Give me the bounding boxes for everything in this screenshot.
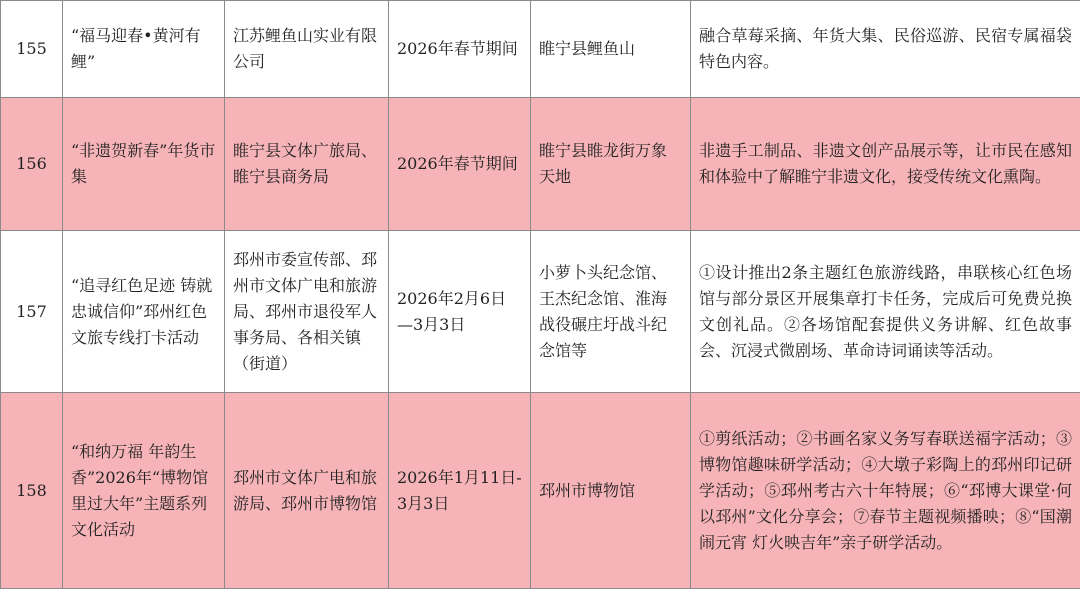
time-cell: 2026年春节期间 [389, 98, 531, 231]
content-cell: ①设计推出2条主题红色旅游线路，串联核心红色场馆与部分景区开展集章打卡任务，完成后可免费兑换文创礼品。②各场馆配套提供义务讲解、红色故事会、沉浸式微剧场、革命诗词诵读等活动。 [691, 231, 1080, 393]
activity-name-cell: “和纳万福 年韵生香”2026年“博物馆里过大年”主题系列文化活动 [63, 393, 225, 589]
time-cell: 2026年2月6日—3月3日 [389, 231, 531, 393]
time-cell: 2026年1月11日-3月3日 [389, 393, 531, 589]
activity-name-cell: “福马迎春•黄河有鲤” [63, 1, 225, 98]
activity-name-cell: “追寻红色足迹 铸就忠诚信仰”邳州红色文旅专线打卡活动 [63, 231, 225, 393]
content-cell: 融合草莓采摘、年货大集、民俗巡游、民宿专属福袋特色内容。 [691, 1, 1080, 98]
time-cell: 2026年春节期间 [389, 1, 531, 98]
organizer-cell: 睢宁县文体广旅局、睢宁县商务局 [225, 98, 389, 231]
table-row [1, 393, 1080, 589]
location-cell: 睢宁县睢龙街万象天地 [531, 98, 691, 231]
row-number-cell: 156 [1, 98, 63, 231]
table-row [1, 98, 1080, 231]
table-row [1, 1, 1080, 98]
organizer-cell: 邳州市文体广电和旅游局、邳州市博物馆 [225, 393, 389, 589]
location-cell: 小萝卜头纪念馆、王杰纪念馆、淮海战役碾庄圩战斗纪念馆等 [531, 231, 691, 393]
row-number-cell: 155 [1, 1, 63, 98]
activity-name-cell: “非遗贺新春”年货市集 [63, 98, 225, 231]
table-row [1, 231, 1080, 393]
location-cell: 邳州市博物馆 [531, 393, 691, 589]
content-cell: 非遗手工制品、非遗文创产品展示等，让市民在感知和体验中了解睢宁非遗文化，接受传统文化熏陶。 [691, 98, 1080, 231]
organizer-cell: 江苏鲤鱼山实业有限公司 [225, 1, 389, 98]
row-number-cell: 158 [1, 393, 63, 589]
content-cell: ①剪纸活动；②书画名家义务写春联送福字活动；③博物馆趣味研学活动；④大墩子彩陶上的邳州印记研学活动；⑤邳州考古六十年特展；⑥“邳博大课堂·何以邳州”文化分享会；⑦春节主题视频播映；⑧“国潮闹元宵 灯火映吉年”亲子研学活动。 [691, 393, 1080, 589]
organizer-cell: 邳州市委宣传部、邳州市文体广电和旅游局、邳州市退役军人事务局、各相关镇（街道） [225, 231, 389, 393]
row-number-cell: 157 [1, 231, 63, 393]
location-cell: 睢宁县鲤鱼山 [531, 1, 691, 98]
